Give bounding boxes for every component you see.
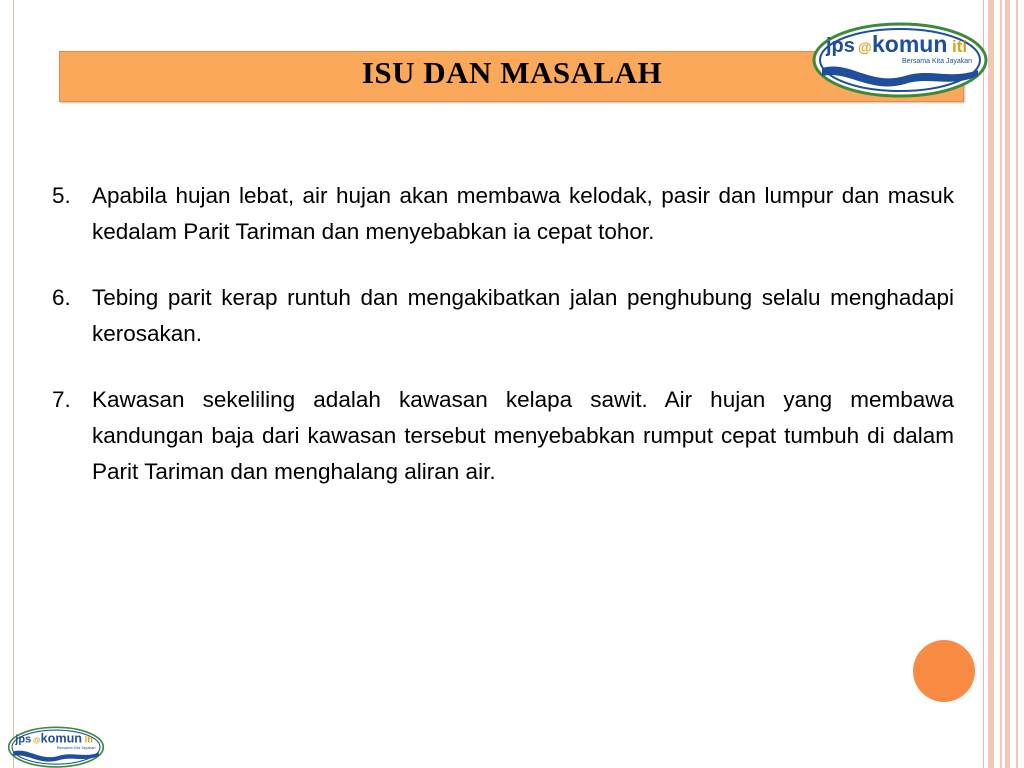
logo-name: komun bbox=[40, 731, 83, 746]
logo-tagline: Bersama Kita Jayakan bbox=[902, 58, 973, 65]
logo-prefix: jps bbox=[15, 733, 32, 746]
stripe-line bbox=[1000, 0, 1002, 768]
item-number: 6. bbox=[52, 285, 71, 310]
issue-list bbox=[52, 178, 954, 520]
logo-tagline: Bersama Kita Jayakan bbox=[57, 745, 96, 750]
jps-komuniti-logo bbox=[810, 18, 990, 98]
item-text: Apabila hujan lebat, air hujan akan membawa kelodak, pasir dan lumpur dan masuk kedalam Parit Tariman dan menyebabkan ia cepat tohor. bbox=[92, 183, 954, 244]
logo-prefix: jps bbox=[826, 35, 855, 57]
slide-title-text: ISU DAN MASALAH bbox=[361, 55, 663, 90]
stripe-band bbox=[1005, 0, 1010, 768]
stripe-band bbox=[988, 0, 994, 768]
item-text: Kawasan sekeliling adalah kawasan kelapa sawit. Air hujan yang membawa kandungan baja dari kawasan tersebut menyebabkan rumput cepat tumbuh di dalam Parit Tariman dan menghalang aliran air. bbox=[92, 387, 954, 484]
stripe-line bbox=[983, 0, 984, 768]
item-text: Tebing parit kerap runtuh dan mengakibatkan jalan penghubung selalu menghadapi kerosakan. bbox=[92, 285, 954, 346]
list-item bbox=[52, 382, 954, 490]
stripe-line bbox=[1016, 0, 1018, 768]
item-number: 5. bbox=[52, 183, 71, 208]
list-item bbox=[52, 280, 954, 352]
decorative-orange-dot bbox=[913, 640, 975, 702]
jps-komuniti-logo-small bbox=[4, 724, 108, 768]
logo-suffix: iti bbox=[952, 37, 968, 56]
left-border bbox=[0, 0, 14, 768]
right-decorative-stripes bbox=[978, 0, 1024, 768]
logo-at: @ bbox=[32, 735, 41, 745]
logo-name: komun bbox=[872, 31, 948, 57]
list-item bbox=[52, 178, 954, 250]
logo-at: @ bbox=[858, 39, 872, 55]
item-number: 7. bbox=[52, 387, 71, 412]
logo-suffix: iti bbox=[84, 734, 93, 745]
